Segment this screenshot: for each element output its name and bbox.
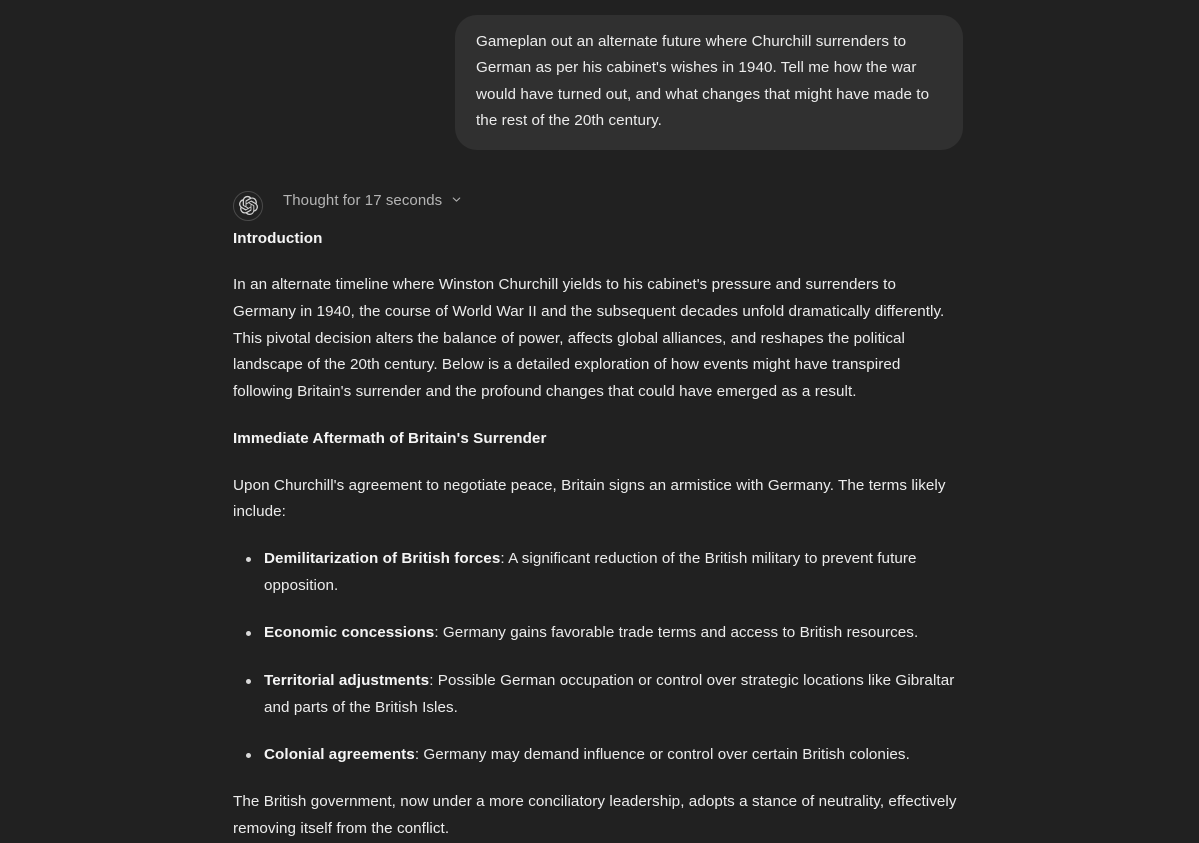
bullet-dot-icon [246,753,251,758]
section-heading-immediate-aftermath: Immediate Aftermath of Britain's Surrender [233,429,547,447]
list-item-text: : Germany gains favorable trade terms and access to British resources. [434,624,919,642]
list-item-lead: Colonial agreements [264,746,415,764]
list-item-lead: Demilitarization of British forces [264,549,501,567]
paragraph-british-neutrality: The British government, now under a more conciliatory leadership, adopts a stance of neutrality, effectively removing itself from the conflict. [233,793,957,837]
openai-logo-icon [233,191,263,221]
list-item [233,742,962,769]
assistant-turn [0,186,1199,843]
list-item [233,546,962,599]
user-turn [0,15,1199,150]
list-item-lead: Economic concessions [264,624,435,642]
thinking-summary-label: Thought for 17 seconds [283,192,443,210]
armistice-terms-list [233,546,962,769]
paragraph-introduction: In an alternate timeline where Winston Churchill yields to his cabinet's pressure and surrenders to Germany in 1940, the course of World War II and the subsequent decades unfold dramatically differently. This pivotal decision alters the balance of power, affects global alliances, and reshapes the political landscape of the 20th century. Below is a detailed exploration of how events might have transpired following Britain's surrender and the profound changes that could have emerged as a result. [233,276,945,401]
list-item [233,668,962,721]
thinking-summary-toggle[interactable] [283,186,463,216]
bullet-dot-icon [246,557,251,562]
section-heading-introduction: Introduction [233,229,323,247]
list-item-text: : A significant reduction of the British military to prevent future opposition. [264,549,917,594]
assistant-message-body [233,226,962,843]
list-item [233,620,962,647]
list-item-lead: Territorial adjustments [264,672,430,690]
paragraph-armistice-terms-intro: Upon Churchill's agreement to negotiate peace, Britain signs an armistice with Germany. The terms likely include: [233,476,946,521]
chevron-down-icon[interactable] [450,193,463,211]
list-item-text: : Germany may demand influence or control over certain British colonies. [414,746,910,764]
bullet-dot-icon [246,679,251,684]
bullet-dot-icon [246,631,251,636]
user-message-bubble: Gameplan out an alternate future where Churchill surrenders to German as per his cabinet's wishes in 1940. Tell me how the war would have turned out, and what changes that might have made to the rest of the 20th century. [455,15,963,150]
list-item-text: : Possible German occupation or control over strategic locations like Gibraltar and parts of the British Isles. [264,672,955,716]
